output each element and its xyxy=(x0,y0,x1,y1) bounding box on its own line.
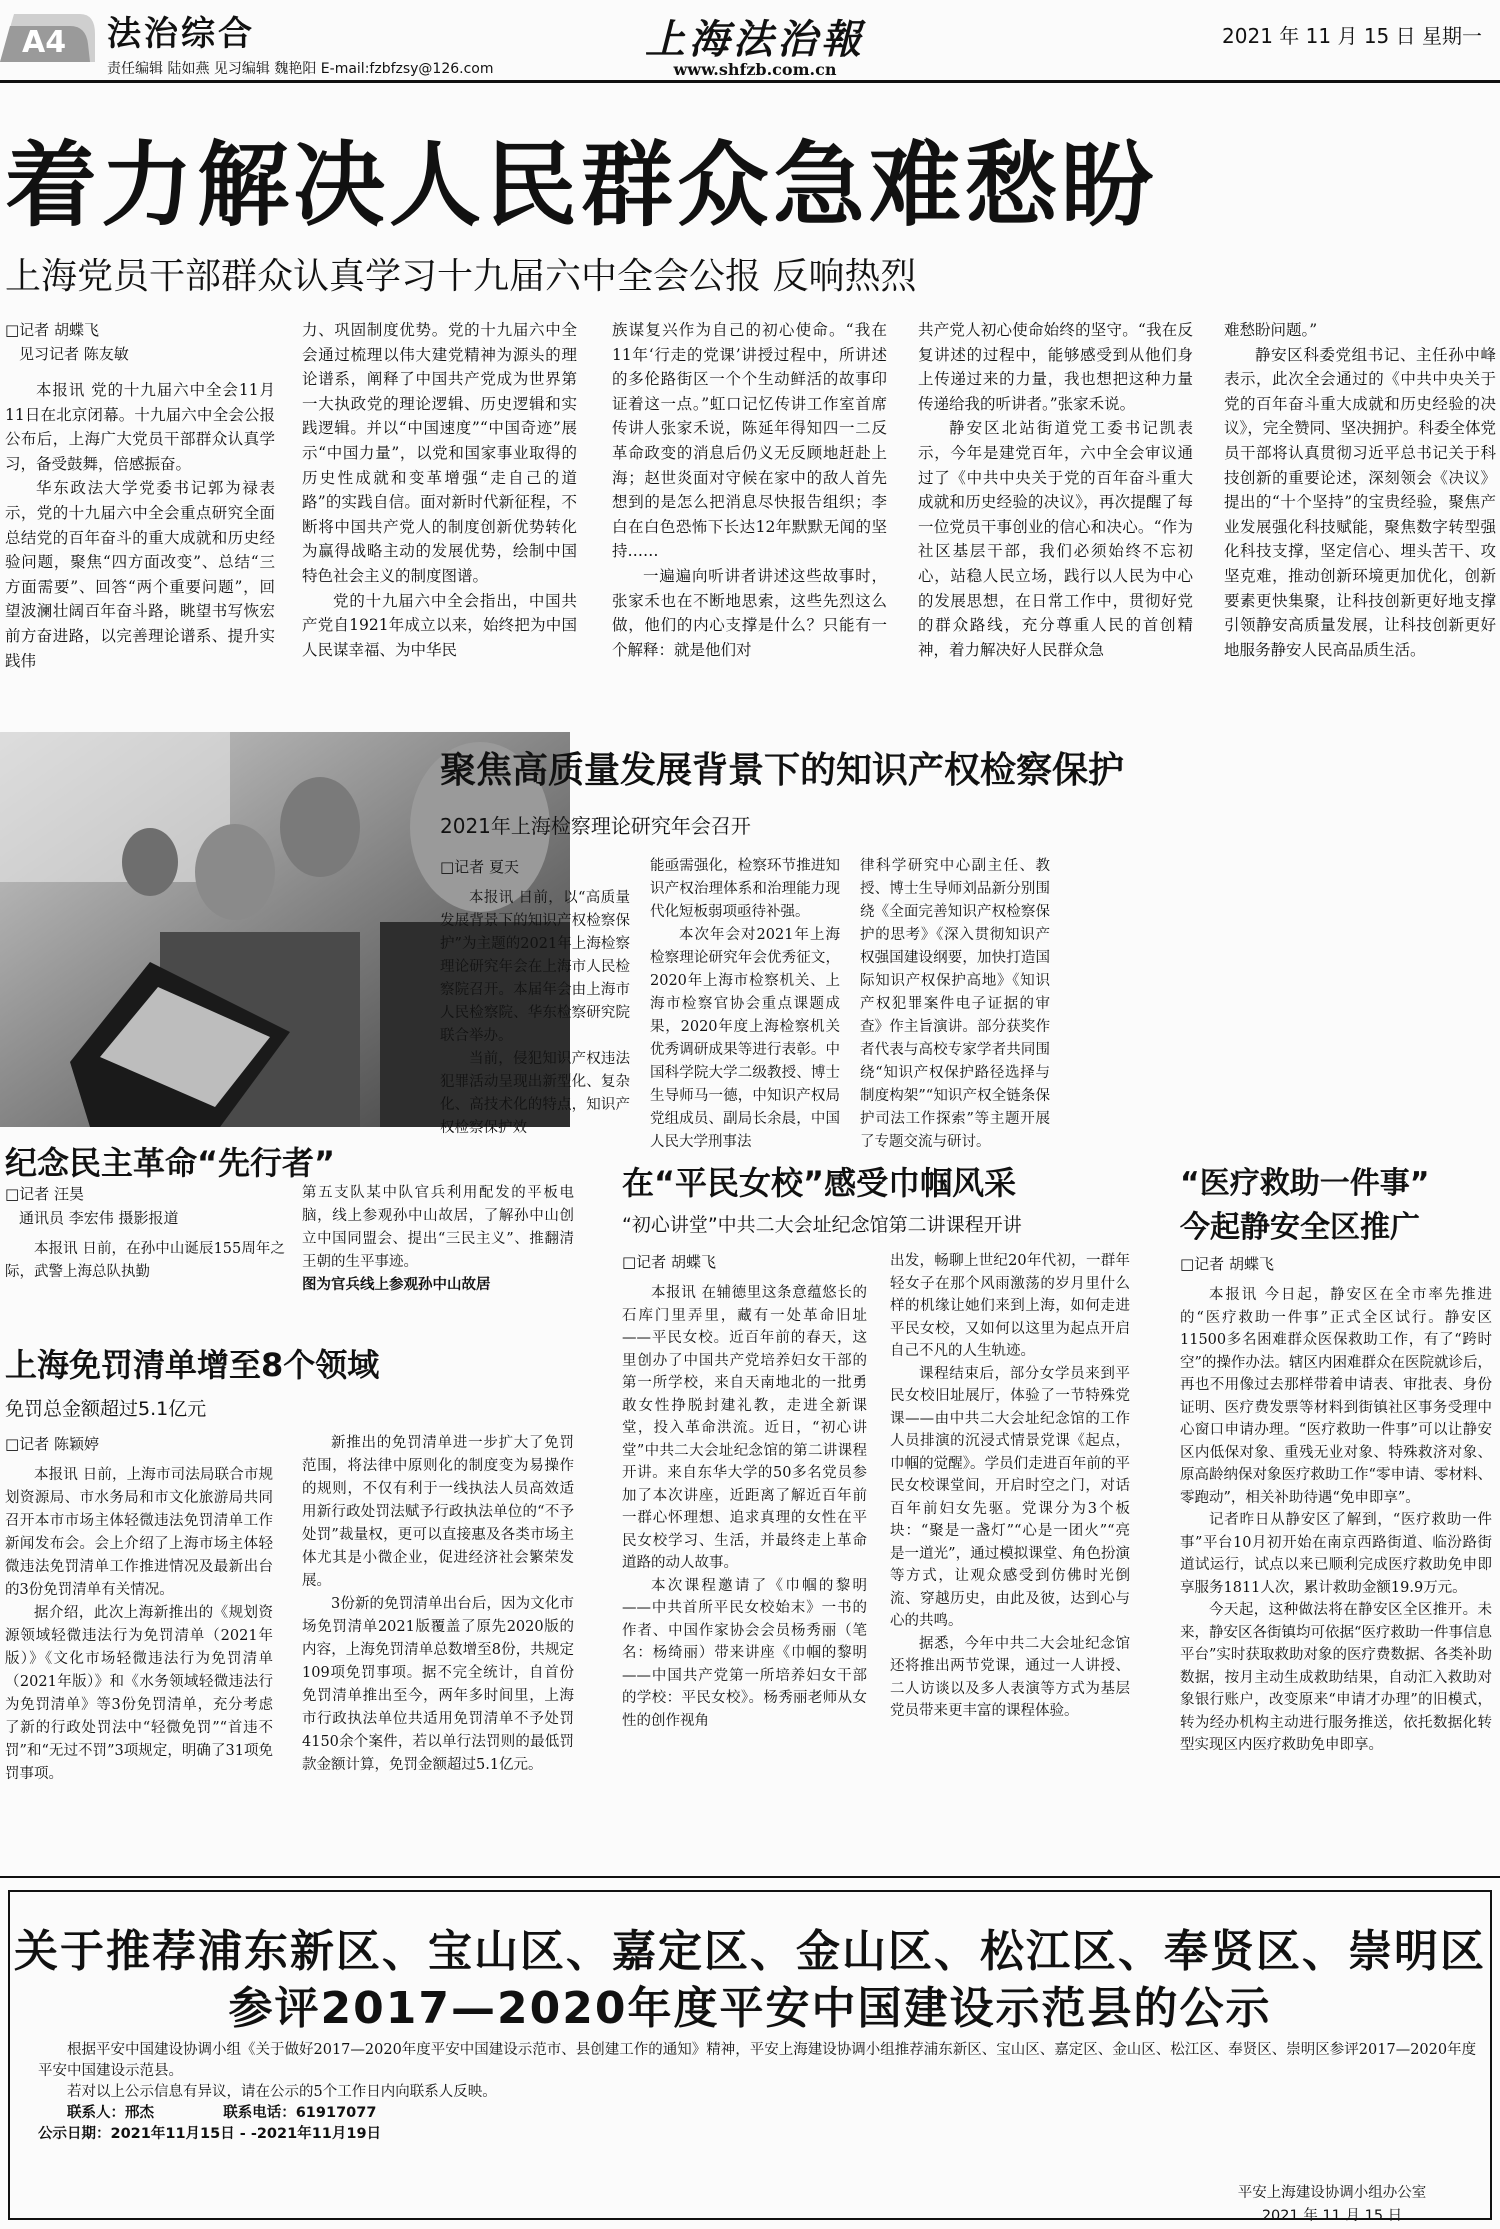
lead-column-5 xyxy=(1224,318,1496,718)
notice-title-line-1: 关于推荐浦东新区、宝山区、嘉定区、金山区、松江区、奉贤区、崇明区 xyxy=(14,1926,1486,1977)
ip-subhead: 2021年上海检察理论研究年会召开 xyxy=(440,814,751,838)
penalty-paragraph: 新推出的免罚清单进一步扩大了免罚范围，将法律中原则化的制度变为易操作的规则，不仅有利于一线执法人员高效适用新行政处罚法赋予行政执法单位的“不予处罚”裁量权，更可以直接惠及各类市场主体尤其是小微企业，促进经济社会繁荣发展。 xyxy=(302,1435,574,1589)
school-paragraph: 本次课程邀请了《巾帼的黎明——中共首所平民女校始末》一书的作者、中国作家协会会员杨秀丽（笔名：杨绮丽）带来讲座《巾帼的黎明——中国共产党第一所培养妇女干部的学校：平民女校》。杨秀丽老师从女性的创作视角 xyxy=(622,1577,867,1729)
ip-headline: 聚焦高质量发展背景下的知识产权检察保护 xyxy=(440,750,1125,791)
section-title: 法治综合 xyxy=(107,14,255,54)
lead-paragraph: 力、巩固制度优势。党的十九届六中全会通过梳理以伟大建党精神为源头的理论谱系，阐释了中国共产党成为世界第一大执政党的理论逻辑、历史逻辑和实践逻辑。并以“中国速度”“中国奇迹”展示“中国力量”，以党和国家事业取得的历史性成就和变革增强“走自己的道路”的实践自信。面对新时代新征程，不断将中国共产党人的制度创新优势转化为赢得战略主动的发展优势，绘制中国特色社会主义的制度图谱。 xyxy=(302,321,577,585)
lead-headline: 着力解决人民群众急难愁盼 xyxy=(5,132,1158,239)
lead-paragraph: 共产党人初心使命始终的坚守。“我在反复讲述的过程中，能够感受到从他们身上传递过来的力量，我也想把这种力量传递给我的听讲者。”张家禾说。 xyxy=(918,321,1193,413)
medical-paragraph: 今天起，这种做法将在静安区全区推开。未来，静安区各街镇均可依据“医疗救助一件事信息平台”实时获取救助对象的医疗费数据、各类补助数据，按月主动生成救助结果，自动汇入救助对象银行账户，改变原来“申请才办理”的旧模式，转为经办机构主动进行服务推送，依托数据化转型实现区内医疗救助免申即享。 xyxy=(1180,1602,1492,1753)
lead-byline-reporter: □记者 胡蝶飞 xyxy=(5,321,99,339)
notice-contact: 联系人：邢杰 xyxy=(67,2105,154,2121)
photo-caption: 图为官兵线上参观孙中山故居 xyxy=(302,1277,491,1293)
revolution-column-1 xyxy=(5,1182,285,1302)
revolution-paragraph: 第五支队某中队官兵利用配发的平板电脑，线上参观孙中山故居，了解孙中山创立中国同盟会、提出“三民主义”、推翻清王朝的生平事迹。 xyxy=(302,1185,574,1270)
notice-paragraph: 根据平安中国建设协调小组《关于做好2017—2020年度平安中国建设示范市、县创建工作的通知》精神，平安上海建设协调小组推荐浦东新区、宝山区、嘉定区、金山区、松江区、奉贤区、崇明区参评2017—2020年度平安中国建设示范县。 xyxy=(38,2042,1477,2079)
school-headline: 在“平民女校”感受巾帼风采 xyxy=(622,1164,1017,1202)
school-paragraph: 本报讯 在辅德里这条意蕴悠长的石库门里弄里，藏有一处革命旧址——平民女校。近百年前的春天，这里创办了中国共产党培养妇女干部的第一所学校，来自天南地北的一批勇敢女性挣脱封建礼教，走进全新课堂，投入革命洪流。近日，“初心讲堂”中共二大会址纪念馆的第二讲课程开讲。来自东华大学的50多名党员参加了本次讲座，近距离了解近百年前一群心怀理想、追求真理的女性在平民女校学习、生活，并最终走上革命道路的动人故事。 xyxy=(622,1285,867,1571)
lead-byline-intern: 见习记者 陈友敏 xyxy=(19,345,129,363)
medical-paragraph: 本报讯 今日起，静安区在全市率先推进的“医疗救助一件事”正式全区试行。静安区11500多名困难群众医保救助工作，有了“跨时空”的操作办法。辖区内困难群众在医院就诊后，再也不用像过去那样带着申请表、审批表、身份证明、医疗费发票等材料到街镇社区事务受理中心窗口申请办理。“医疗救助一件事”可以让静安区内低保对象、重残无业对象、特殊救济对象、原高龄纳保对象医疗救助工作“零申请、零材料、零跑动”，相关补助待遇“免申即享”。 xyxy=(1180,1287,1492,1506)
lead-paragraph: 难愁盼问题。” xyxy=(1224,321,1318,339)
lead-column-4 xyxy=(918,318,1193,718)
lead-paragraph: 一遍遍向听讲者讲述这些故事时，张家禾也在不断地思索，这些先烈这么做，他们的内心支撑是什么？只能有一个解释：就是他们对 xyxy=(612,566,887,659)
lead-paragraph: 党的十九届六中全会指出，中国共产党自1921年成立以来，始终把为中国人民谋幸福、为中华民 xyxy=(302,591,577,659)
ip-paragraph: 能亟需强化，检察环节推进知识产权治理体系和治理能力现代化短板弱项亟待补强。 xyxy=(650,858,840,920)
ip-paragraph: 当前，侵犯知识产权违法犯罪活动呈现出新型化、复杂化、高技术化的特点，知识产权检察保护效 xyxy=(440,1051,630,1136)
ip-column-2 xyxy=(650,855,840,1150)
school-paragraph: 出发，畅聊上世纪20年代初，一群年轻女子在那个风雨激荡的岁月里什么样的机缘让她们来到上海，如何走进平民女校，又如何以这里为起点开启自己不凡的人生轨迹。 xyxy=(890,1253,1130,1359)
medical-paragraph: 记者昨日从静安区了解到，“医疗救助一件事”平台10月初开始在南京西路街道、临汾路街道试运行，试点以来已顺利完成医疗救助免申即享服务1811人次，累计救助金额19.9万元。 xyxy=(1180,1512,1492,1596)
medical-column xyxy=(1180,1252,1492,1872)
lead-subhead: 上海党员干部群众认真学习十九届六中全会公报 反响热烈 xyxy=(5,256,917,297)
notice-sign-date: 2021 年 11 月 15 日 xyxy=(1261,2208,1403,2224)
ip-column-3 xyxy=(860,855,1050,1150)
penalty-column-1 xyxy=(5,1432,273,1872)
ip-paragraph: 律科学研究中心副主任、教授、博士生导师刘品新分别围绕《全面完善知识产权检察保护的思考》《深入贯彻知识产权强国建设纲要，加快打造国际知识产权保护高地》《知识产权犯罪案件电子证据的审查》作主旨演讲。部分获奖作者代表与高校专家学者共同围绕“知识产权保护路径选择与制度构架”“知识产权全链条保护司法工作探索”等主题开展了专题交流与研讨。 xyxy=(860,858,1050,1150)
editors-line: 责任编辑 陆如燕 见习编辑 魏艳阳 E-mail:fzbfzsy@126.com xyxy=(107,61,494,77)
revolution-byline-correspondent: 通讯员 李宏伟 摄影报道 xyxy=(19,1209,179,1227)
penalty-paragraph: 本报讯 日前，上海市司法局联合市规划资源局、市水务局和市文化旅游局共同召开本市市场主体轻微违法免罚清单工作新闻发布会。会上介绍了上海市场主体轻微违法免罚清单工作推进情况及最新出台的3份免罚清单有关情况。 xyxy=(5,1467,273,1598)
lead-paragraph: 华东政法大学党委书记郭为禄表示，党的十九届六中全会重点研究全面总结党的百年奋斗的重大成就和历史经验问题，聚焦“四方面改变”、总结“三方面需要”、回答“两个重要问题”，回望波澜壮阔百年奋斗路，眺望书写恢宏前方奋进路，以完善理论谱系、提升实践伟 xyxy=(5,479,275,670)
revolution-paragraph: 本报讯 日前，在孙中山诞辰155周年之际，武警上海总队执勤 xyxy=(5,1241,285,1280)
school-paragraph: 据悉，今年中共二大会址纪念馆还将推出两节党课，通过一人讲授、二人访谈以及多人表演等方式为基层党员带来更丰富的课程体验。 xyxy=(890,1635,1130,1719)
page-number-badge xyxy=(0,0,95,62)
masthead-rule xyxy=(0,80,1500,83)
issue-date: 2021 年 11 月 15 日 星期一 xyxy=(1222,24,1482,48)
lead-paragraph: 静安区北站街道党工委书记凯表示，今年是建党百年，六中全会审议通过了《中共中央关于党的百年奋斗重大成就和历史经验的决议》，再次提醒了每一位党员干事创业的信心和决心。“作为社区基层干部，我们必须始终不忘初心，站稳人民立场，践行以人民为中心的发展思想，在日常工作中，贯彻好党的群众路线，充分尊重人民的首创精神，着力解决好人民群众急 xyxy=(918,419,1193,659)
penalty-paragraph: 据介绍，此次上海新推出的《规划资源领域轻微违法行为免罚清单（2021年版）》《文化市场轻微违法行为免罚清单（2021年版）》和《水务领域轻微违法行为免罚清单》等3份免罚清单，充分考虑了新的行政处罚法中“轻微免罚”“首违不罚”和“无过不罚”3项规定，明确了31项免罚事项。 xyxy=(5,1605,273,1782)
notice-rule xyxy=(0,1876,1500,1878)
revolution-column-2 xyxy=(302,1182,574,1302)
medical-byline: □记者 胡蝶飞 xyxy=(1180,1255,1274,1273)
lead-paragraph: 静安区科委党组书记、主任孙中峰表示，此次全会通过的《中共中央关于党的百年奋斗重大成就和历史经验的决议》，完全赞同、坚决拥护。科委全体党员干部将认真贯彻习近平总书记关于科技创新的重要论述，深刻领会《决议》提出的“十个坚持”的宝贵经验，聚焦产业发展强化科技赋能，聚焦数字转型强化科技支撑，坚定信心、埋头苦干、攻坚克难，推动创新环境更加优化，创新要素更快集聚，让科技创新更好地支撑引领静安高质量发展，让科技创新更好地服务静安人民高品质生活。 xyxy=(1224,345,1496,659)
penalty-paragraph: 3份新的免罚清单出台后，因为文化市场免罚清单2021版覆盖了原先2020版的内容，上海免罚清单总数增至8份，共规定109项免罚事项。据不完全统计，自首份免罚清单推出至今，两年多时间里，上海市行政执法单位共适用免罚清单不予处罚4150余个案件，若以单行法罚则的最低罚款金额计算，免罚金额超过5.1亿元。 xyxy=(302,1596,574,1773)
school-byline: □记者 胡蝶飞 xyxy=(622,1253,716,1271)
revolution-byline-reporter: □记者 汪昊 xyxy=(5,1185,84,1203)
penalty-subhead: 免罚总金额超过5.1亿元 xyxy=(5,1398,207,1420)
page-number: A4 xyxy=(22,25,67,60)
penalty-byline: □记者 陈颖婷 xyxy=(5,1435,99,1453)
lead-paragraph: 族谋复兴作为自己的初心使命。“我在11年‘行走的党课’讲授过程中，所讲述的多伦路街区一个个生动鲜活的故事印证着这一点。”虹口记忆传讲工作室首席传讲人张家禾说，陈延年得知四一二反革命政变的消息后仍义无反顾地赶赴上海；赵世炎面对守候在家中的敌人首先想到的是怎么把消息尽快报告组织；李白在白色恐怖下长达12年默默无闻的坚持…… xyxy=(612,321,887,561)
medical-headline-1: “医疗救助一件事” xyxy=(1180,1166,1430,1201)
notice-signer: 平安上海建设协调小组办公室 xyxy=(1237,2185,1427,2201)
school-column-2 xyxy=(890,1250,1130,1870)
ip-byline: □记者 夏天 xyxy=(440,858,519,876)
ip-paragraph: 本报讯 日前，以“高质量发展背景下的知识产权检察保护”为主题的2021年上海检察理论研究年会在上海市人民检察院召开。本届年会由上海市人民检察院、华东检察研究院联合举办。 xyxy=(440,890,630,1044)
school-paragraph: 课程结束后，部分女学员来到平民女校旧址展厅，体验了一节特殊党课——由中共二大会址纪念馆的工作人员排演的沉浸式情景党课《起点，巾帼的觉醒》。学员们走进百年前的平民女校课堂间，开启时空之门，对话百年前妇女先驱。党课分为3个板块：“聚是一盏灯”“心是一团火”“亮是一道光”，通过模拟课堂、角色扮演等方式，让观众感受到仿佛时光倒流、穿越历史，由此及彼，达到心与心的共鸣。 xyxy=(890,1365,1130,1629)
ip-paragraph: 本次年会对2021年上海检察理论研究年会优秀征文，2020年上海市检察机关、上海市检察官协会重点课题成果，2020年度上海检察机关优秀调研成果等进行表彰。中国科学院大学二级教授、博士生导师马一德，中知识产权局党组成员、副局长余晨，中国人民大学刑事法 xyxy=(650,927,840,1150)
website-link[interactable]: www.shfzb.com.cn xyxy=(673,60,837,79)
notice-title-line-2: 参评2017—2020年度平安中国建设示范县的公示 xyxy=(228,1983,1272,2034)
penalty-headline: 上海免罚清单增至8个领域 xyxy=(5,1346,380,1384)
notice-body xyxy=(38,2040,1478,2145)
revolution-headline: 纪念民主革命“先行者” xyxy=(5,1144,336,1182)
school-column-1 xyxy=(622,1250,867,1870)
lead-column-3 xyxy=(612,318,887,718)
lead-column-2 xyxy=(302,318,577,718)
lead-column-1 xyxy=(5,318,275,718)
school-subhead: “初心讲堂”中共二大会址纪念馆第二讲课程开讲 xyxy=(622,1214,1022,1236)
lead-paragraph: 本报讯 党的十九届六中全会11月11日在北京闭幕。十九届六中全会公报公布后，上海广大党员干部群众认真学习，备受鼓舞，倍感振奋。 xyxy=(5,381,275,473)
notice-phone: 联系电话：61917077 xyxy=(223,2105,377,2121)
notice-period: 公示日期：2021年11月15日 - -2021年11月19日 xyxy=(38,2126,382,2142)
medical-headline-2: 今起静安全区推广 xyxy=(1180,1210,1420,1245)
penalty-column-2 xyxy=(302,1432,574,1872)
notice-paragraph: 若对以上公示信息有异议，请在公示的5个工作日内向联系人反映。 xyxy=(67,2084,497,2100)
newspaper-logo: 上海法治報 xyxy=(645,16,865,63)
ip-column-1 xyxy=(440,855,630,1136)
